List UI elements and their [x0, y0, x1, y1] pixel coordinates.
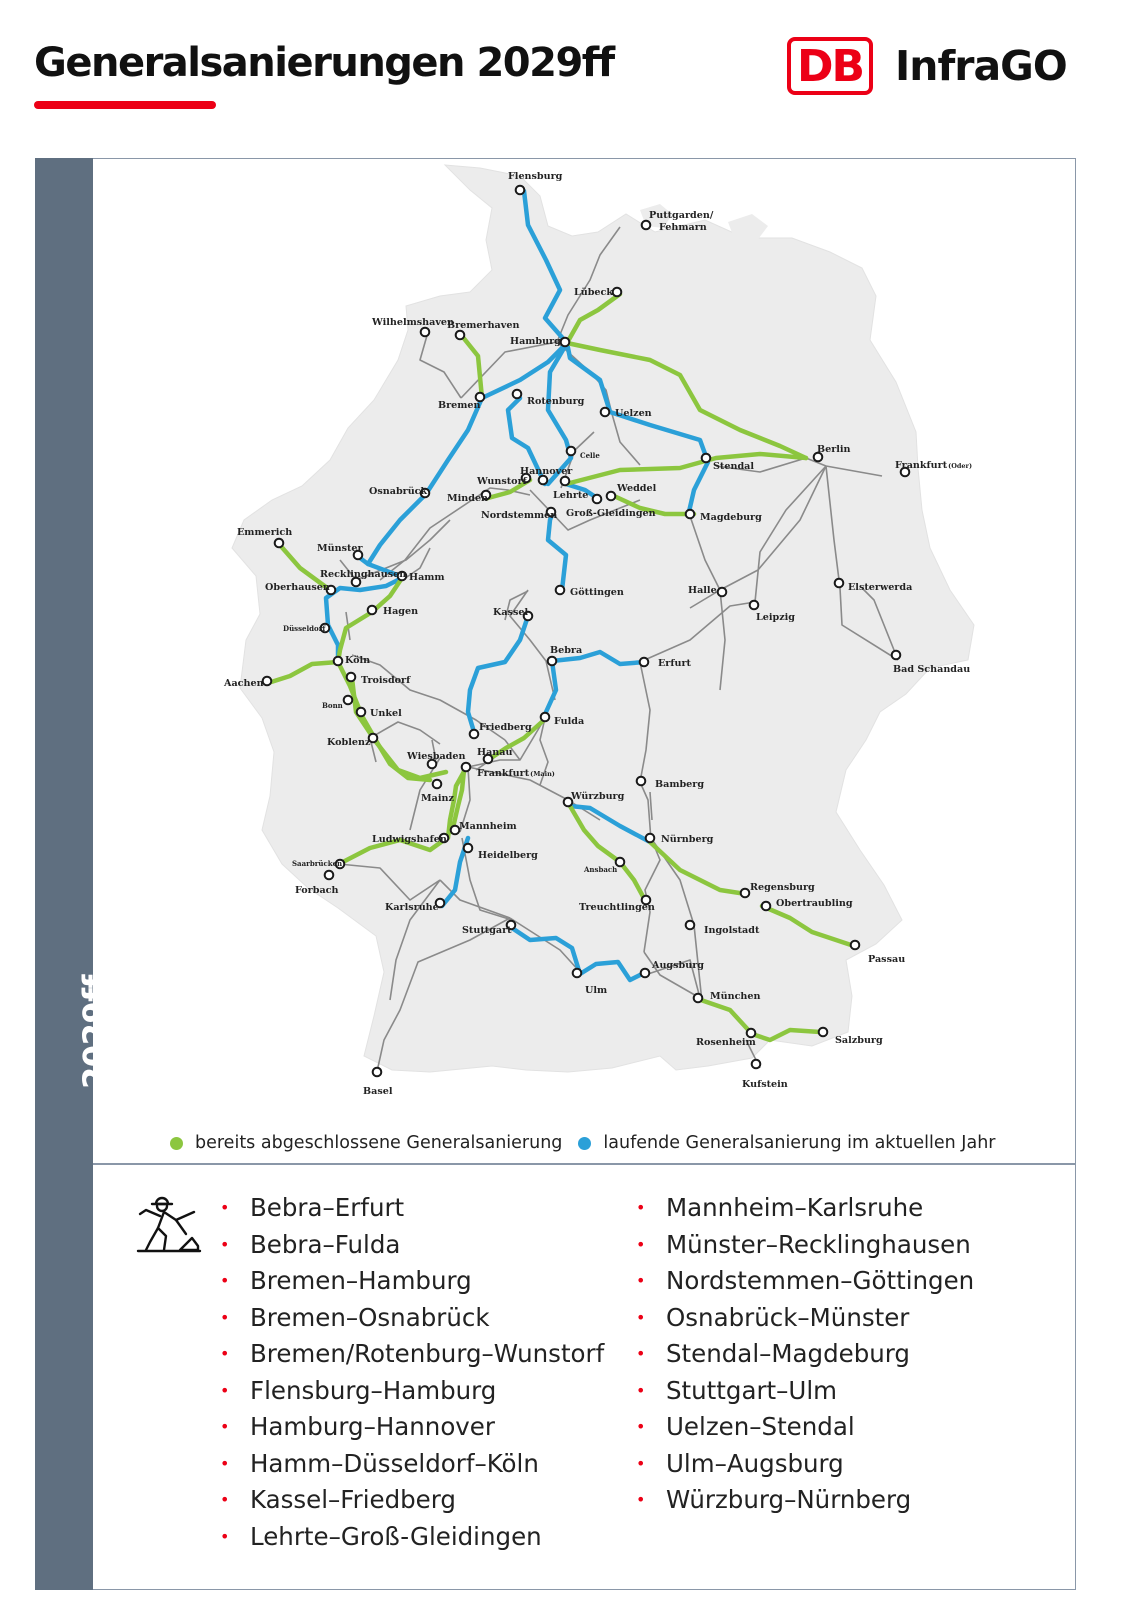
- label-basel: Basel: [363, 1086, 393, 1097]
- list-item-label: Bremen–Osnabrück: [250, 1302, 490, 1332]
- station-celle: [567, 447, 576, 456]
- station-bremerhaven: [456, 331, 465, 340]
- label-bad-schandau: Bad Schandau: [893, 664, 971, 675]
- list-item: [220, 1227, 604, 1264]
- list-item-label: Bremen–Hamburg: [250, 1266, 472, 1295]
- list-item-label: Hamm–Düsseldorf–Köln: [250, 1448, 539, 1478]
- station-bebra: [548, 657, 557, 666]
- label-berlin: Berlin: [817, 444, 851, 455]
- station-bamberg: [637, 777, 646, 786]
- label-mannheim: Mannheim: [459, 821, 517, 832]
- label-duesseldorf: Düsseldorf: [283, 624, 326, 633]
- list-item: [220, 1519, 604, 1556]
- label-ulm: Ulm: [585, 985, 608, 996]
- list-item-label: Mannheim–Karlsruhe: [666, 1193, 924, 1222]
- label-wuerzburg: Würzburg: [571, 791, 625, 802]
- label-ludwigshafen: Ludwigshafen: [372, 834, 447, 845]
- list-item: [220, 1409, 604, 1446]
- label-rosenheim: Rosenheim: [696, 1037, 756, 1048]
- list-item: [220, 1300, 604, 1337]
- label-frankfurt-oder: [895, 460, 972, 471]
- label-bonn: Bonn: [322, 701, 343, 710]
- label-bremerhaven: Bremerhaven: [447, 320, 520, 331]
- label-frankfurt-main-suffix: (Main): [530, 770, 555, 778]
- station-gross-gleidingen: [593, 495, 602, 504]
- label-emmerich: Emmerich: [237, 527, 293, 538]
- list-item-label: Bebra–Erfurt: [250, 1193, 405, 1222]
- label-wiesbaden: Wiesbaden: [407, 751, 466, 762]
- corridor-list-right: [636, 1190, 974, 1519]
- page-title: Generalsanierungen 2029ff: [34, 40, 614, 86]
- list-item-label: Flensburg–Hamburg: [250, 1375, 497, 1405]
- bullet-icon: •: [636, 1453, 646, 1473]
- station-ulm: [573, 969, 582, 978]
- station-salzburg: [819, 1028, 828, 1037]
- label-flensburg: Flensburg: [508, 171, 563, 182]
- label-leipzig: Leipzig: [756, 612, 796, 623]
- station-bonn: [344, 696, 353, 705]
- bullet-icon: •: [636, 1380, 646, 1400]
- label-forbach: Forbach: [295, 885, 339, 896]
- label-fulda: Fulda: [554, 716, 585, 727]
- label-hamburg: Hamburg: [510, 336, 561, 347]
- db-logo-mark: DB: [787, 37, 873, 95]
- label-unkel: Unkel: [370, 708, 402, 719]
- label-salzburg: Salzburg: [835, 1035, 883, 1046]
- label-aachen: Aachen: [224, 678, 264, 689]
- label-stendal: Stendal: [713, 461, 755, 472]
- label-troisdorf: Troisdorf: [361, 675, 411, 686]
- label-hannover: Hannover: [520, 466, 573, 477]
- infrago-logo-text: InfraGO: [895, 42, 1067, 90]
- station-halle: [718, 588, 727, 597]
- station-forbach: [325, 871, 334, 880]
- station-erfurt: [640, 658, 649, 667]
- station-muenchen: [694, 994, 703, 1003]
- legend-completed-label: bereits abgeschlossene Generalsanierung: [195, 1133, 563, 1153]
- label-erfurt: Erfurt: [658, 658, 691, 669]
- list-item: [636, 1190, 974, 1227]
- label-bebra: Bebra: [550, 645, 583, 656]
- legend-ongoing-dot: [578, 1137, 591, 1150]
- list-item-label: Stendal–Magdeburg: [666, 1339, 910, 1368]
- label-frankfurt-main-name: Frankfurt: [477, 768, 530, 779]
- label-muenchen: München: [710, 991, 761, 1002]
- list-item-label: Würzburg–Nürnberg: [666, 1485, 912, 1514]
- bullet-icon: •: [636, 1198, 646, 1217]
- station-weddel: [607, 492, 616, 501]
- list-item: [636, 1446, 974, 1483]
- bullet-icon: •: [220, 1526, 230, 1546]
- bullet-icon: •: [636, 1344, 646, 1363]
- label-uelzen: Uelzen: [615, 408, 652, 419]
- label-luebeck: Lübeck: [574, 287, 614, 298]
- label-koblenz: Koblenz: [327, 737, 371, 748]
- legend-completed-dot: [170, 1137, 183, 1150]
- station-regensburg: [741, 889, 750, 898]
- label-wilhelmshaven: Wilhelmshaven: [372, 317, 455, 328]
- legend-divider: [93, 1163, 1076, 1165]
- station-elsterwerda: [835, 579, 844, 588]
- label-muenster: Münster: [317, 543, 363, 554]
- station-kufstein: [752, 1060, 761, 1069]
- bullet-icon: •: [220, 1344, 230, 1363]
- list-item: [636, 1300, 974, 1337]
- construction-worker-icon: [136, 1194, 202, 1254]
- label-fehmarn: Fehmarn: [659, 222, 707, 233]
- label-magdeburg: Magdeburg: [700, 512, 762, 523]
- station-flensburg: [516, 186, 525, 195]
- bullet-icon: •: [220, 1380, 230, 1400]
- list-item: [636, 1482, 974, 1519]
- station-hamburg: [561, 338, 570, 347]
- list-item-label: Uelzen–Stendal: [666, 1412, 855, 1441]
- list-item-label: Kassel–Friedberg: [250, 1485, 456, 1514]
- label-halle: Halle: [688, 585, 717, 596]
- station-mainz: [433, 780, 442, 789]
- label-augsburg: Augsburg: [652, 960, 704, 971]
- label-hamm: Hamm: [409, 572, 445, 583]
- list-item: [636, 1373, 974, 1410]
- station-troisdorf: [347, 673, 356, 682]
- list-item: [220, 1263, 604, 1300]
- station-heidelberg: [464, 844, 473, 853]
- label-nuernberg: Nürnberg: [661, 834, 714, 845]
- label-ingolstadt: Ingolstadt: [704, 925, 760, 936]
- list-item-label: Lehrte–Groß-Gleidingen: [250, 1521, 542, 1551]
- label-friedberg: Friedberg: [479, 722, 532, 733]
- label-lehrte: Lehrte: [553, 490, 589, 501]
- label-elsterwerda: Elsterwerda: [848, 582, 913, 593]
- label-frankfurt-main: [477, 768, 555, 779]
- label-kufstein: Kufstein: [742, 1079, 788, 1090]
- label-gross-gleidingen: Groß-Gleidingen: [566, 508, 656, 519]
- list-item-label: Bebra–Fulda: [250, 1229, 401, 1259]
- list-item-label: Hamburg–Hannover: [250, 1412, 495, 1441]
- station-wilhelmshaven: [421, 328, 430, 337]
- label-hanau: Hanau: [477, 747, 513, 758]
- station-emmerich: [275, 539, 284, 548]
- bullet-icon: •: [220, 1198, 230, 1217]
- label-oberhausen: Oberhausen: [265, 582, 330, 593]
- station-uelzen: [601, 408, 610, 417]
- label-puttgarden: Puttgarden/: [649, 210, 714, 221]
- bullet-icon: •: [220, 1307, 230, 1327]
- station-koeln: [334, 657, 343, 666]
- list-item: [636, 1263, 974, 1300]
- station-ingolstadt: [686, 921, 695, 930]
- bullet-icon: •: [636, 1490, 646, 1509]
- list-item: [220, 1373, 604, 1410]
- station-aachen: [263, 677, 272, 686]
- bullet-icon: •: [636, 1417, 646, 1436]
- label-minden: Minden: [447, 493, 489, 504]
- station-bad-schandau: [892, 651, 901, 660]
- list-item: [220, 1336, 604, 1373]
- list-item-label: Osnabrück–Münster: [666, 1302, 910, 1332]
- bullet-icon: •: [220, 1417, 230, 1436]
- corridor-list-left: [220, 1190, 604, 1555]
- station-stendal: [702, 454, 711, 463]
- label-frankfurt-oder-name: Frankfurt: [895, 460, 948, 471]
- label-ansbach: Ansbach: [584, 865, 618, 874]
- label-karlsruhe: Karlsruhe: [385, 902, 439, 913]
- station-augsburg: [641, 969, 650, 978]
- label-recklinghausen: Recklinghausen: [320, 569, 407, 580]
- map-legend: [170, 1131, 995, 1155]
- bullet-icon: •: [636, 1271, 646, 1290]
- label-saarbruecken: Saarbrücken: [292, 859, 343, 868]
- list-item: [220, 1446, 604, 1483]
- station-rotenburg: [513, 390, 522, 399]
- station-rosenheim: [747, 1029, 756, 1038]
- label-weddel: Weddel: [617, 483, 657, 494]
- list-item-label: Münster–Recklinghausen: [666, 1229, 971, 1259]
- label-regensburg: Regensburg: [750, 882, 815, 893]
- label-mainz: Mainz: [421, 793, 454, 804]
- label-treuchtlingen: Treuchtlingen: [579, 902, 655, 913]
- label-stuttgart: Stuttgart: [462, 925, 512, 936]
- label-rotenburg: Rotenburg: [527, 396, 585, 407]
- label-bremen: Bremen: [438, 400, 481, 411]
- bullet-icon: •: [220, 1271, 230, 1290]
- station-friedberg: [470, 730, 479, 739]
- station-magdeburg: [686, 510, 695, 519]
- station-hagen: [368, 606, 377, 615]
- label-celle: Celle: [580, 451, 600, 460]
- label-obertraubling: Obertraubling: [776, 898, 853, 909]
- label-heidelberg: Heidelberg: [478, 850, 538, 861]
- label-passau: Passau: [868, 954, 906, 965]
- list-item: [636, 1336, 974, 1373]
- station-luebeck: [613, 288, 622, 297]
- list-item: [220, 1190, 604, 1227]
- list-item-label: Ulm–Augsburg: [666, 1448, 844, 1478]
- station-puttgarden: [642, 221, 651, 230]
- label-wunstorf: Wunstorf: [477, 476, 527, 487]
- list-item: [636, 1409, 974, 1446]
- bullet-icon: •: [636, 1307, 646, 1327]
- legend-ongoing-label: laufende Generalsanierung im aktuellen Jahr: [603, 1133, 996, 1153]
- list-item-label: Nordstemmen–Göttingen: [666, 1266, 975, 1295]
- label-hagen: Hagen: [383, 606, 419, 617]
- station-unkel: [357, 708, 366, 717]
- station-leipzig: [750, 601, 759, 610]
- label-frankfurt-oder-suffix: (Oder): [948, 462, 973, 470]
- label-goettingen: Göttingen: [570, 587, 624, 598]
- bullet-icon: •: [220, 1453, 230, 1473]
- germany-land: [232, 165, 974, 1072]
- list-item-label: Stuttgart–Ulm: [666, 1375, 837, 1405]
- label-osnabrueck: Osnabrück: [369, 486, 428, 497]
- bullet-icon: •: [220, 1234, 230, 1254]
- label-bamberg: Bamberg: [655, 779, 705, 790]
- bullet-icon: •: [636, 1234, 646, 1254]
- year-sidebar-label: 2029ff: [76, 975, 114, 1089]
- station-lehrte: [561, 477, 570, 486]
- label-kassel: Kassel: [493, 607, 529, 618]
- station-obertraubling: [762, 902, 771, 911]
- station-basel: [373, 1068, 382, 1077]
- list-item-label: Bremen/Rotenburg–Wunstorf: [250, 1339, 605, 1368]
- list-item: [636, 1227, 974, 1264]
- station-goettingen: [556, 586, 565, 595]
- station-mannheim: [451, 826, 460, 835]
- station-nuernberg: [646, 834, 655, 843]
- label-koeln: Köln: [345, 655, 371, 666]
- station-passau: [851, 941, 860, 950]
- bullet-icon: •: [220, 1490, 230, 1509]
- station-fulda: [541, 713, 550, 722]
- station-frankfurt-main: [462, 763, 471, 772]
- label-nordstemmen: Nordstemmen: [481, 510, 558, 521]
- list-item: [220, 1482, 604, 1519]
